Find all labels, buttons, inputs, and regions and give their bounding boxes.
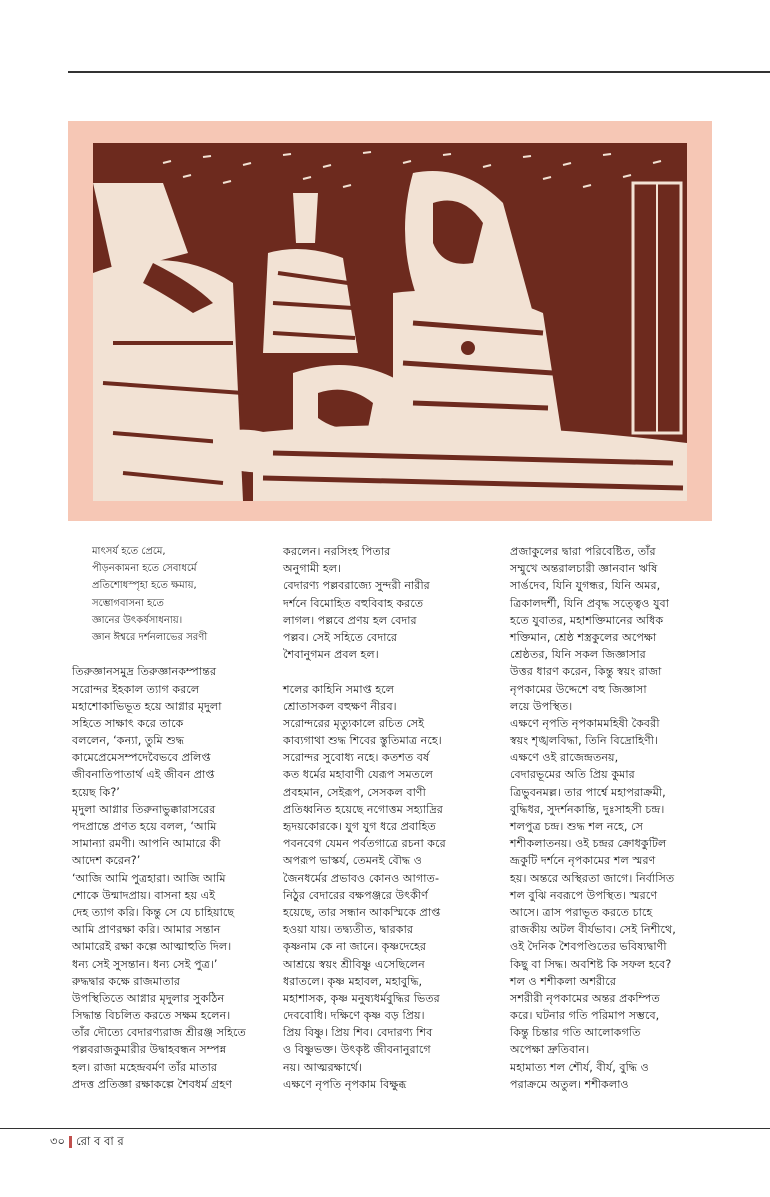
text-line: পরাক্রমে অতুল। শশীকলাও — [510, 1077, 629, 1091]
text-line: পবনবেগ যেমন পর্বতগাত্রে রচনা করে — [283, 837, 446, 851]
poem-block — [72, 543, 272, 646]
footer-divider — [69, 1136, 72, 1148]
text-line: আমি প্রাণরক্ষা করি। আমার সন্তান — [72, 923, 221, 937]
text-line: জীবনাতিপাতার্থ এই জীবন প্রাপ্ত — [72, 768, 215, 782]
text-line: ত্রিকালদর্শী, যিনি প্রবৃদ্ধ সত্ত্বেও যুবা — [510, 596, 669, 610]
text-line: ও বিষ্ণুভক্ত। উৎকৃষ্ট জীবনানুরাগে — [283, 1043, 431, 1057]
text-line: সরোন্দরের মৃত্যুকালে রচিত সেই — [283, 716, 425, 730]
text-line: উত্তর ধারণ করেন, কিন্তু স্বয়ং রাজা — [510, 665, 662, 679]
text-line: মহাশোকাভিভূত হয়ে আগ্নার মৃদুলা — [72, 699, 222, 713]
page-number: ৩০ — [50, 1134, 65, 1148]
text-line: রুদ্ধদ্বার কক্ষে রাজমাতার — [72, 974, 180, 988]
text-line: পদপ্রান্তে প্রণত হয়ে বলল, ‘আমি — [72, 820, 217, 833]
text-line: প্রদত্ত প্রতিজ্ঞা রক্ষাকল্পে শৈবধর্ম গ্রহণ — [72, 1077, 232, 1091]
text-line: কত ধর্মের মহাবাণী যেরূপ সমতলে — [283, 768, 433, 782]
text-line: নৃপকামের উদ্দেশে বহু জিজ্ঞাসা — [510, 682, 647, 696]
text-line: তিরুজ্ঞানসমুদ্র তিরুজ্ঞানকম্পান্তর — [72, 665, 217, 679]
text-line: অনুগামী হল। — [283, 562, 342, 576]
top-rule — [68, 71, 770, 73]
poem-line: জ্ঞান ঈশ্বরে দর্শনলাভের সরণী — [92, 631, 208, 643]
text-line: কৃষ্ণনাম কে না জানে। কৃষ্ণদেহের — [283, 940, 427, 954]
text-line: বেদারণ্য পল্লবরাজ্যে সুন্দরী নারীর — [283, 579, 430, 593]
text-line: আসে। ত্রাস পরাভূত করতে চাহে — [510, 905, 653, 919]
text-line: অপরূপ ভাস্কর্য, তেমনই বৌদ্ধ ও — [283, 854, 422, 868]
text-line: সামান্যা রমণী। আপনি আমারে কী — [72, 837, 221, 851]
text-line: প্রতিধ্বনিত হয়েছে নগোত্তম সহ্যাদ্রির — [283, 802, 443, 816]
text-line: উপস্থিতিতে আগ্নার মৃদুলার সুকঠিন — [72, 991, 225, 1005]
text-line: হয়েছ কি?’ — [72, 785, 120, 799]
text-line: এক্ষণে ওই রাজেন্দ্রতনয়, — [510, 751, 619, 765]
poem-line: জ্ঞানের উৎকর্ষসাধনায়। — [92, 614, 183, 626]
text-line: কিছু বা সিদ্ধ। অবশিষ্ট কি সফল হবে? — [510, 957, 672, 971]
text-line: নয়। আত্মরক্ষার্থে। — [283, 1060, 362, 1074]
text-line: শলপুত্র চন্দ্র। শুদ্ধ শল নহে, সে — [510, 820, 643, 833]
text-line: প্রবহমান, সেইরূপ, সেসকল বাণী — [283, 785, 426, 799]
text-line: দর্শনে বিমোহিত বহুবিবাহ করতে — [283, 596, 424, 610]
text-line: ওই দৈনিক শৈবপণ্ডিতের ভবিষ্যদ্বাণী — [510, 940, 667, 954]
text-line: এক্ষণে নৃপতি নৃপকামমহিষী কৈবরী — [510, 716, 660, 730]
text-line: হয়। অন্তরে অস্থিরতা জাগে। নির্বাসিত — [510, 871, 675, 885]
text-line: ত্রিভুবনমল্ল। তার পার্শ্বে মহাপরাক্রমী, — [510, 785, 666, 799]
text-line: বুদ্ধিধর, সুদর্শনকান্তি, দুঃসাহসী চন্দ্র। — [510, 802, 665, 816]
text-line: শৈবানুগমন প্রবল হল। — [283, 648, 379, 662]
text-line: সম্মুখে অন্তরালচারী জ্ঞানবান ঋষি — [510, 562, 658, 576]
text-line: শক্তিমান, শ্রেষ্ঠ শস্ত্রকুলের অপেক্ষা — [510, 630, 657, 644]
text-line: ধন্য সেই সুসন্তান। ধন্য সেই পুত্র।’ — [72, 957, 218, 971]
text-line: হৃদয়কোরকে। যুগ যুগ ধরে প্রবাহিত — [283, 820, 436, 833]
magazine-name: রো ব বা র — [75, 1134, 124, 1148]
text-line: আশ্রয়ে স্বয়ং শ্রীবিষ্ণু এসেছিলেন — [283, 957, 425, 971]
text-line: হতে যুবাতর, মহাশক্তিমানের অধিক — [510, 613, 664, 627]
poem-line: পীড়নকামনা হতে সেবাধর্মে — [92, 563, 197, 575]
text-line: হয়েছে, তার সন্ধান আকস্মিকে প্রাপ্ত — [283, 905, 441, 919]
text-line: মহামাত্য শল শৌর্য, বীর্য, বুদ্ধি ও — [510, 1060, 649, 1074]
page-footer — [50, 1133, 124, 1152]
text-line: হল। রাজা মহেন্দ্রবর্মণ তাঁর মাতার — [72, 1060, 217, 1074]
text-line: ধরাতলে। কৃষ্ণ মহাবল, মহাবুদ্ধি, — [283, 974, 423, 988]
text-line: এক্ষণে নৃপতি নৃপকাম বিক্ষুব্ধ — [283, 1077, 407, 1091]
text-line: কিন্তু চিন্তার গতি আলোকগতি — [510, 1026, 641, 1040]
text-line: অপেক্ষা দ্রুতিবান। — [510, 1043, 590, 1057]
text-column-2 — [283, 543, 488, 1093]
text-line: কাব্যগাথা শুদ্ধ শিবের স্তুতিমাত্র নহে। — [283, 734, 442, 748]
text-line: জৈনধর্মের প্রভাবও কোনও আগাত- — [283, 871, 439, 885]
text-line: সরোন্দর ইহকাল ত্যাগ করলে — [72, 682, 200, 696]
text-line: আদেশ করেন?’ — [72, 854, 141, 868]
text-line: শশীকলাতনয়। ওই চন্দ্রর ক্রোধকুটিল — [510, 837, 667, 851]
text-line: আমারেই রক্ষা কল্পে আত্মাহুতি দিল। — [72, 940, 232, 954]
text-line: লয়ে উপস্থিত। — [510, 699, 573, 713]
text-line: সশরীরী নৃপকামের অন্তর প্রকম্পিত — [510, 991, 660, 1005]
text-line: শোকে উন্মাদপ্রায়। বাসনা হয় এই — [72, 888, 216, 902]
text-line: বেদারভূমের অতি প্রিয় কুমার — [510, 768, 635, 782]
text-line: দেহ ত্যাগ করি। কিন্তু সে যে চাহিয়াছে — [72, 905, 235, 919]
text-line: সিদ্ধান্ত বিচলিত করতে সক্ষম হলেন। — [72, 1009, 231, 1023]
text-line: তাঁর দৌত্যে বেদারণ্যরাজ শ্রীরঞ্জ সহিতে — [72, 1026, 246, 1040]
text-line: সহিতে সাক্ষাৎ করে তাকে — [72, 716, 184, 730]
text-line: দেববোধি। দক্ষিণে কৃষ্ণ বড় প্রিয়। — [283, 1009, 425, 1023]
text-line: বললেন, ‘কন্যা, তুমি শুদ্ধ — [72, 734, 185, 748]
text-line: সার্ঙদেব, যিনি যুগন্ধর, যিনি অমর, — [510, 579, 661, 593]
text-line: মহাশাসক, কৃষ্ণ মনুষ্যধর্মবুদ্ধির ভিতর — [283, 991, 440, 1005]
text-line: ‘আজি আমি পুত্রহারা। আজি আমি — [72, 871, 226, 885]
text-line: হওয়া যায়। তদ্ব্যতীত, দ্বারকার — [283, 923, 413, 937]
text-line: পল্লব। সেই সহিতে বেদারে — [283, 630, 398, 644]
text-column-1 — [72, 543, 272, 1093]
text-line: নিঠুর বেদারের বক্ষপঞ্জরে উৎকীর্ণ — [283, 888, 428, 902]
text-line: করলেন। নরসিংহ পিতার — [283, 545, 391, 558]
bottom-rule — [0, 1128, 770, 1129]
text-line: শ্রোতাসকল বহুক্ষণ নীরব। — [283, 699, 397, 713]
text-line: করে। ঘটনার গতি পরিমাপ সম্ভবে, — [510, 1009, 660, 1023]
text-line: শলের কাহিনি সমাপ্ত হলে — [283, 682, 395, 696]
text-line: লাগল। পল্লবে প্রণয় হল বেদার — [283, 613, 417, 627]
text-line: শল বুঝি নবরূপে উপস্থিত। স্মরণে — [510, 888, 658, 902]
text-column-3 — [510, 543, 735, 1093]
text-line: ভ্রূকুটি দর্শনে নৃপকামের শল স্মরণ — [510, 854, 656, 868]
text-line: কামেপ্রেমেসম্পদেবৈভবে প্রলিপ্ত — [72, 751, 211, 765]
text-line — [283, 663, 488, 680]
text-line: সরোন্দর সুবোধ্য নহে। কতশত বর্ষ — [283, 751, 430, 765]
text-line: শল ও শশীকলা অশরীরে — [510, 974, 617, 988]
text-line: মৃদুলা আগ্নার তিরুনাভুক্কারাসরের — [72, 802, 216, 816]
text-line: প্রিয় বিষ্ণু। প্রিয় শিব। বেদারণ্য শিব — [283, 1026, 433, 1040]
poem-line: মাৎসর্য হতে প্রেমে, — [92, 546, 166, 557]
text-line: পল্লবরাজকুমারীর উদ্বাহবন্ধন সম্পন্ন — [72, 1043, 227, 1057]
poem-line: প্রতিশোধস্পৃহা হতে ক্ষমায়, — [92, 580, 197, 592]
text-line: রাজকীয় অটল বীর্যভাব। সেই নিশীথে, — [510, 923, 676, 937]
text-line: শ্রেষ্ঠতর, যিনি সকল জিজ্ঞাসার — [510, 648, 646, 662]
poem-line: সম্ভোগবাসনা হতে — [92, 597, 164, 609]
text-line: স্বয়ং শৃঙ্খলবিদ্ধা, তিনি বিদ্রোহিণী। — [510, 734, 658, 748]
woodcut-illustration — [93, 143, 687, 501]
text-line: প্রজাকুলের দ্বারা পরিবেষ্টিত, তাঁর — [510, 545, 656, 558]
